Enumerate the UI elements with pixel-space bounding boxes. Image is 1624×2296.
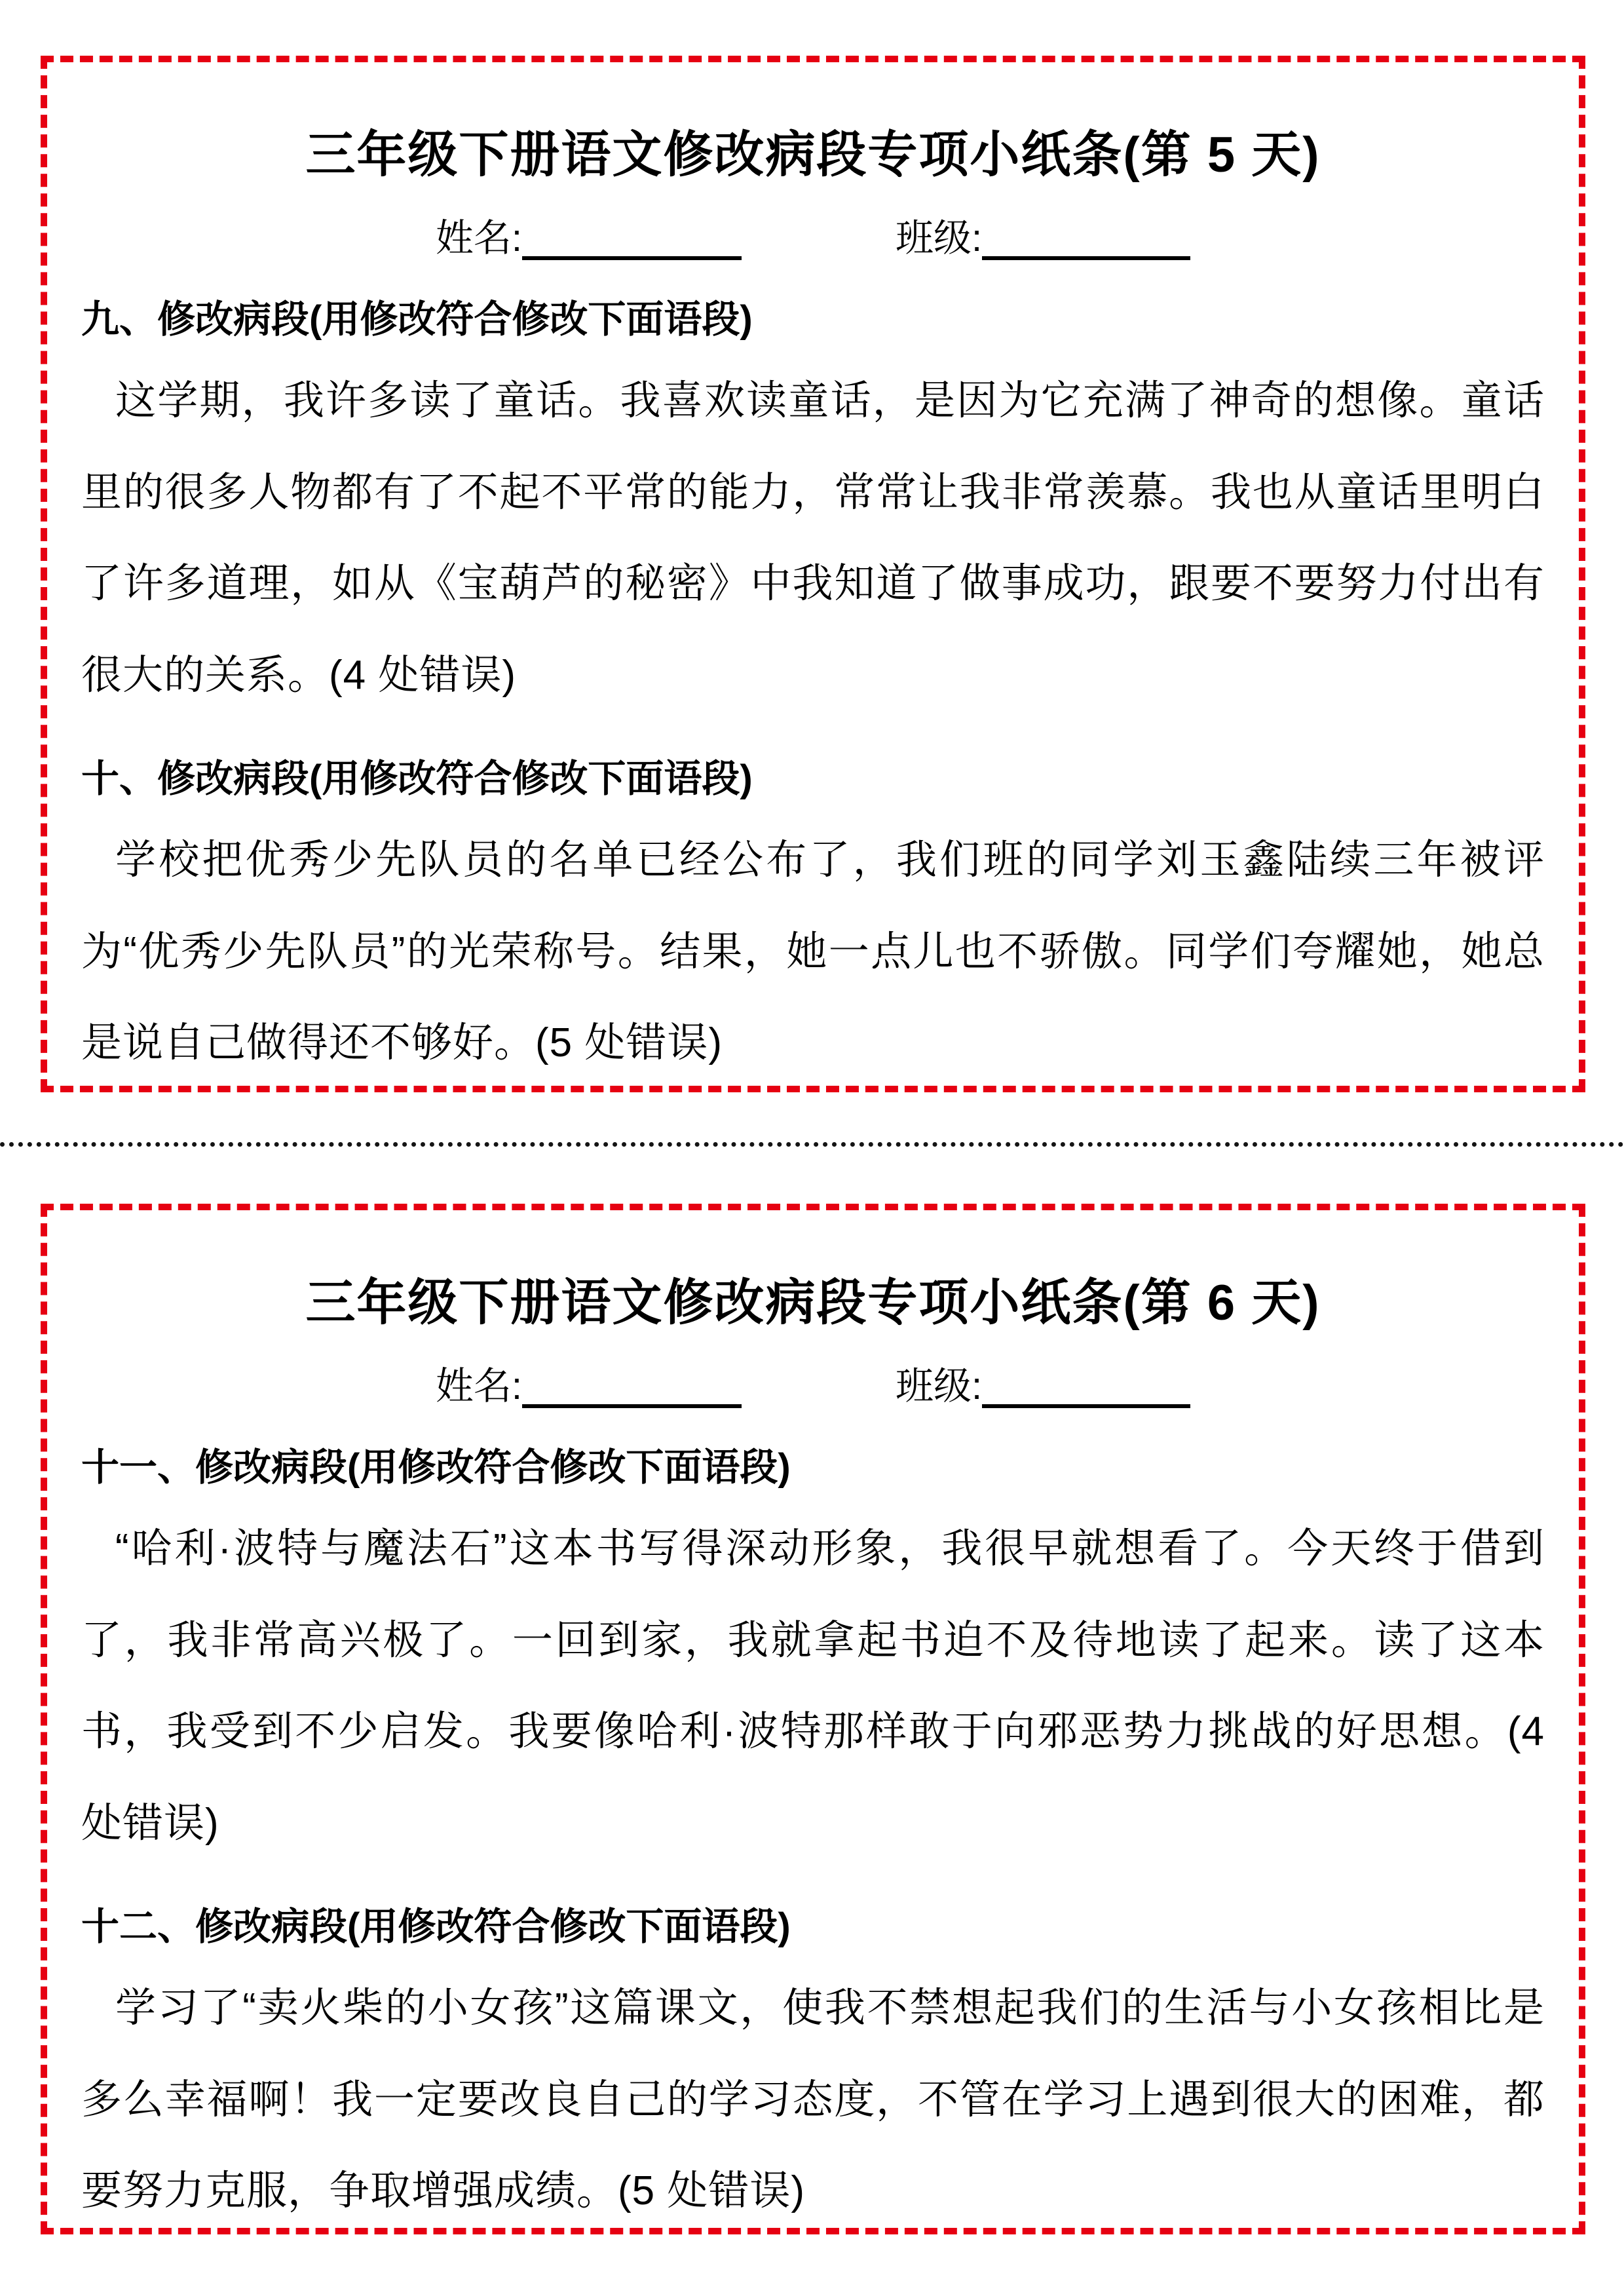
name-blank-line: [522, 256, 742, 260]
class-label: 班级:: [896, 217, 983, 259]
name-label: 姓名:: [435, 217, 522, 259]
slip-title: 三年级下册语文修改病段专项小纸条(第 5 天): [305, 127, 1321, 183]
worksheet-slip-day6: [41, 1204, 1585, 2234]
exercise-12-heading: 十二、修改病段(用修改符合修改下面语段): [81, 1905, 791, 1948]
exercise-12-paragraph: 学习了“卖火柴的小女孩”这篇课文，使我不禁想起我们的生活与小女孩相比是多么幸福啊！我一定要改良自己的学习态度，不管在学习上遇到很大的困难，都要努力克服，争取增强成绩。(5 处错误): [81, 1985, 1545, 2213]
name-label: 姓名:: [435, 1365, 522, 1407]
name-class-row: [81, 216, 1545, 261]
class-blank-line: [982, 1404, 1190, 1408]
name-class-row: [81, 1364, 1545, 1409]
slip-title: 三年级下册语文修改病段专项小纸条(第 6 天): [305, 1275, 1321, 1331]
exercise-11-paragraph: “哈利·波特与魔法石”这本书写得深动形象，我很早就想看了。今天终于借到了，我非常高兴极了。一回到家，我就拿起书迫不及待地读了起来。读了这本书，我受到不少启发。我要像哈利·波特那样敢于向邪恶势力挑战的好思想。(4 处错误): [81, 1526, 1545, 1846]
name-field: [436, 216, 742, 261]
class-blank-line: [982, 256, 1190, 260]
class-field: [896, 1364, 1190, 1409]
worksheet-slip-day5: [41, 56, 1585, 1092]
name-field: [436, 1364, 742, 1409]
class-label: 班级:: [896, 1365, 983, 1407]
exercise-11-heading: 十一、修改病段(用修改符合修改下面语段): [81, 1446, 791, 1489]
name-blank-line: [522, 1404, 742, 1408]
class-field: [896, 216, 1190, 261]
exercise-10-heading: 十、修改病段(用修改符合修改下面语段): [81, 757, 753, 800]
exercise-9-heading: 九、修改病段(用修改符合修改下面语段): [81, 298, 753, 341]
cut-divider-line: [0, 1142, 1624, 1147]
exercise-9-paragraph: 这学期，我许多读了童话。我喜欢读童话，是因为它充满了神奇的想像。童话里的很多人物都有了不起不平常的能力，常常让我非常羡慕。我也从童话里明白了许多道理，如从《宝葫芦的秘密》中我知道了做事成功，跟要不要努力付出有很大的关系。(4 处错误): [81, 378, 1545, 698]
exercise-10-paragraph: 学校把优秀少先队员的名单已经公布了，我们班的同学刘玉鑫陆续三年被评为“优秀少先队员”的光荣称号。结果，她一点儿也不骄傲。同学们夸耀她，她总是说自己做得还不够好。(5 处错误): [81, 837, 1545, 1065]
